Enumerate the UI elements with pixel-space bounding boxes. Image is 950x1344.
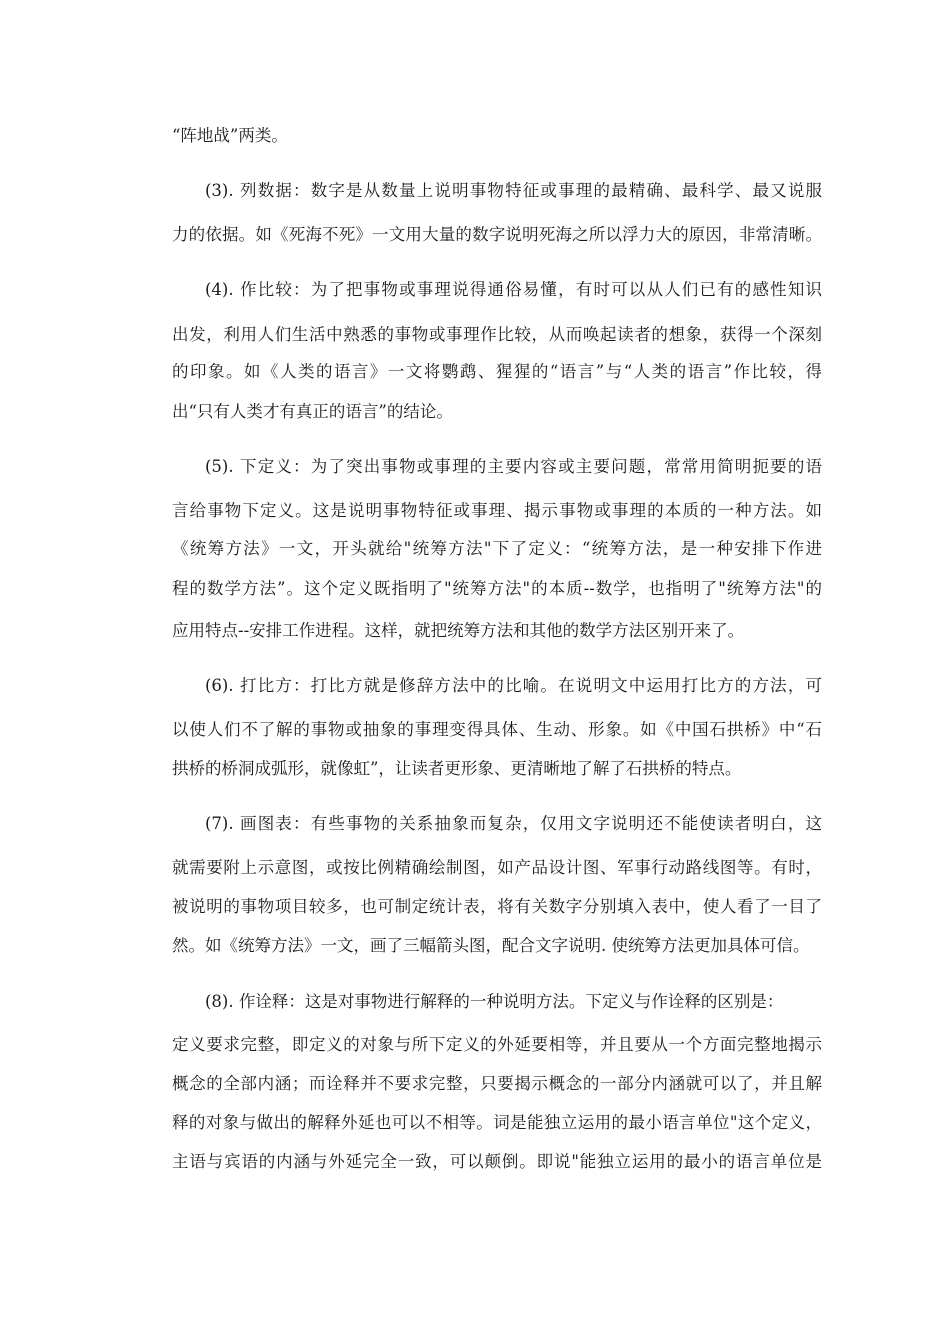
text-line: (6). 打比方：打比方就是修辞方法中的比喻。在说明文中运用打比方的方法，可 <box>205 676 822 695</box>
text-line: 力的依据。如《死海不死》一文用大量的数字说明死海之所以浮力大的原因，非常清晰。 <box>172 225 822 244</box>
text-line: (8). 作诠释：这是对事物进行解释的一种说明方法。下定义与作诠释的区别是： <box>205 992 784 1011</box>
text-line: 概念的全部内涵；而诠释并不要求完整，只要揭示概念的一部分内涵就可以了，并且解 <box>172 1074 822 1093</box>
text-line: 《统筹方法》一文，开头就给"统筹方法"下了定义：“统筹方法，是一种安排下作进 <box>172 539 822 558</box>
text-line: 然。如《统筹方法》一文，画了三幅箭头图，配合文字说明. 使统筹方法更加具体可信。 <box>172 936 810 955</box>
text-line: (7). 画图表：有些事物的关系抽象而复杂，仅用文字说明还不能使读者明白，这 <box>205 814 822 833</box>
text-line: 言给事物下定义。这是说明事物特征或事理、揭示事物或事理的本质的一种方法。如 <box>172 501 822 520</box>
text-line: 程的数学方法”。这个定义既指明了"统筹方法"的本质--数学，也指明了"统筹方法"的 <box>172 579 822 598</box>
text-line: “阵地战”两类。 <box>172 126 288 145</box>
text-line: 应用特点--安排工作进程。这样，就把统筹方法和其他的数学方法区别开来了。 <box>172 621 745 640</box>
text-line: (3). 列数据：数字是从数量上说明事物特征或事理的最精确、最科学、最又说服 <box>205 181 822 200</box>
text-line: 出“只有人类才有真正的语言”的结论。 <box>172 402 453 421</box>
text-line: (4). 作比较：为了把事物或事理说得通俗易懂，有时可以从人们已有的感性知识 <box>205 280 822 299</box>
text-line: 以使人们不了解的事物或抽象的事理变得具体、生动、形象。如《中国石拱桥》中“石 <box>172 720 822 739</box>
text-line: 拱桥的桥洞成弧形，就像虹”，让读者更形象、更清晰地了解了石拱桥的特点。 <box>172 759 742 778</box>
text-line: 出发，利用人们生活中熟悉的事物或事理作比较，从而唤起读者的想象，获得一个深刻 <box>172 325 822 344</box>
text-line: 释的对象与做出的解释外延也可以不相等。词是能独立运用的最小语言单位"这个定义， <box>172 1113 822 1132</box>
text-line: 被说明的事物项目较多，也可制定统计表，将有关数字分别填入表中，使人看了一目了 <box>172 897 822 916</box>
text-line: (5). 下定义：为了突出事物或事理的主要内容或主要问题，常常用简明扼要的语 <box>205 457 822 476</box>
text-line: 的印象。如《人类的语言》一文将鹦鹉、猩猩的“语言”与“人类的语言”作比较，得 <box>172 362 822 381</box>
text-line: 主语与宾语的内涵与外延完全一致，可以颠倒。即说"能独立运用的最小的语言单位是 <box>172 1152 822 1171</box>
text-line: 就需要附上示意图，或按比例精确绘制图，如产品设计图、军事行动路线图等。有时， <box>172 858 822 877</box>
text-line: 定义要求完整，即定义的对象与所下定义的外延要相等，并且要从一个方面完整地揭示 <box>172 1035 822 1054</box>
